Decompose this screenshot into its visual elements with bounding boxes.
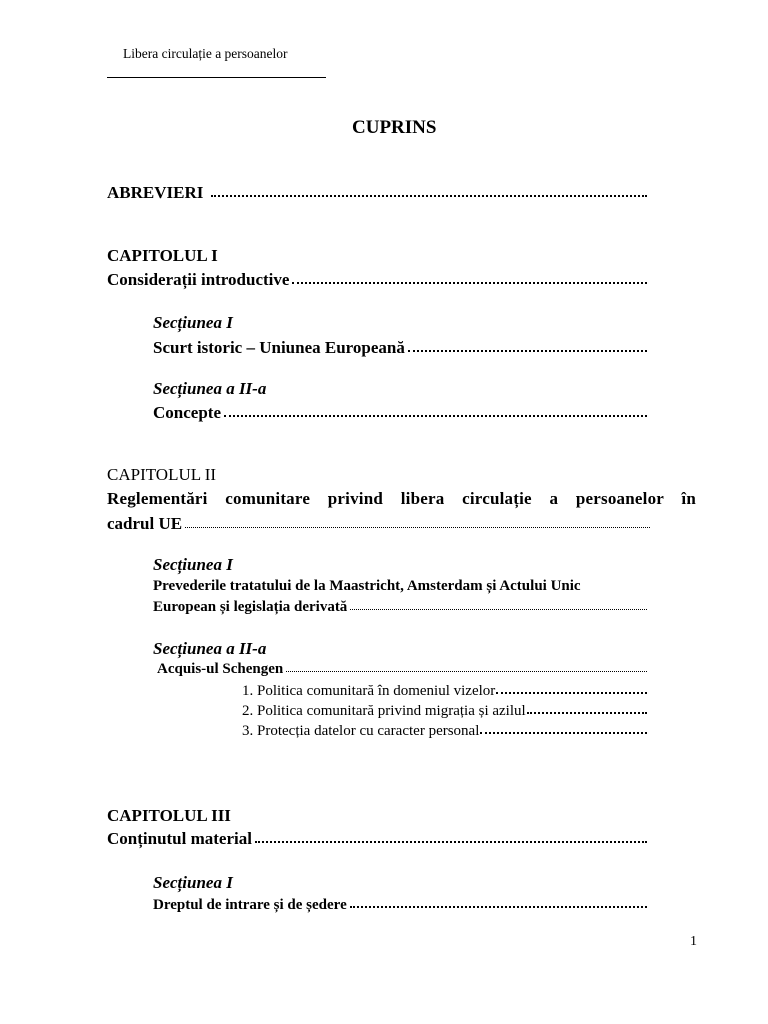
chapter-2-heading: CAPITOLUL II bbox=[107, 465, 217, 484]
toc-entry-ch2-sec2[interactable] bbox=[157, 661, 647, 678]
toc-label: Considerații introductive bbox=[107, 270, 290, 289]
chapter-1-heading: CAPITOLUL I bbox=[107, 246, 218, 265]
toc-label: Dreptul de intrare și de ședere bbox=[153, 897, 347, 913]
dot-leader bbox=[211, 195, 647, 197]
dot-leader bbox=[286, 671, 647, 672]
dot-leader bbox=[350, 906, 647, 908]
chapter-3-heading: CAPITOLUL III bbox=[107, 806, 231, 825]
toc-entry-chapter-3[interactable] bbox=[107, 829, 647, 849]
dot-leader bbox=[350, 609, 647, 610]
dot-leader bbox=[255, 841, 647, 843]
toc-entry-ch1-sec2[interactable] bbox=[153, 403, 647, 423]
toc-entry-ch1-sec1[interactable] bbox=[153, 338, 647, 358]
chapter-3-section-1-label: Secțiunea I bbox=[153, 873, 233, 892]
toc-label: cadrul UE bbox=[107, 514, 183, 533]
toc-entry-chapter-1[interactable] bbox=[107, 270, 647, 290]
toc-entry-ch3-sec1[interactable] bbox=[153, 897, 647, 914]
page-title: CUPRINS bbox=[352, 117, 437, 138]
chapter-2-section-1-label: Secțiunea I bbox=[153, 555, 233, 574]
toc-label: Acquis-ul Schengen bbox=[157, 661, 284, 677]
toc-label: Conținutul material bbox=[107, 829, 252, 848]
chapter-1-section-2-label: Secțiunea a II-a bbox=[153, 379, 267, 398]
toc-label: European și legislația derivată bbox=[153, 599, 348, 615]
dot-leader bbox=[527, 712, 647, 714]
chapter-2-section-2-label: Secțiunea a II-a bbox=[153, 639, 267, 658]
toc-label: 1. Politica comunitară în domeniul vizelor bbox=[242, 683, 496, 699]
toc-label: 2. Politica comunitară privind migrația și azilul bbox=[242, 703, 526, 719]
chapter-1-section-1-label: Secțiunea I bbox=[153, 313, 233, 332]
running-header: Libera circulație a persoanelor bbox=[123, 46, 288, 61]
toc-label: 3. Protecția datelor cu caracter personal bbox=[242, 723, 480, 739]
chapter-2-section-1-line1[interactable]: Prevederile tratatului de la Maastricht, Amsterdam și Actului Unic bbox=[153, 578, 581, 594]
page-number: 1 bbox=[690, 934, 697, 949]
toc-entry-chapter-2[interactable] bbox=[107, 514, 650, 534]
toc-label: ABREVIERI bbox=[107, 183, 204, 202]
chapter-2-title-line1[interactable]: Reglementări comunitare privind libera circulație a persoanelor în bbox=[107, 489, 696, 508]
toc-entry-ch2-item-2[interactable] bbox=[242, 703, 647, 720]
dot-leader bbox=[496, 692, 647, 694]
header-rule bbox=[107, 77, 326, 78]
dot-leader bbox=[408, 350, 647, 352]
toc-entry-ch2-sec1[interactable] bbox=[153, 599, 647, 616]
toc-entry-ch2-item-3[interactable] bbox=[242, 723, 647, 740]
dot-leader bbox=[480, 732, 647, 734]
toc-label: Scurt istoric – Uniunea Europeană bbox=[153, 338, 405, 357]
dot-leader bbox=[292, 282, 647, 284]
toc-entry-ch2-item-1[interactable] bbox=[242, 683, 647, 700]
dot-leader bbox=[224, 415, 647, 417]
toc-entry-abbreviations[interactable] bbox=[107, 183, 647, 203]
toc-label: Concepte bbox=[153, 403, 221, 422]
dot-leader bbox=[185, 527, 650, 528]
